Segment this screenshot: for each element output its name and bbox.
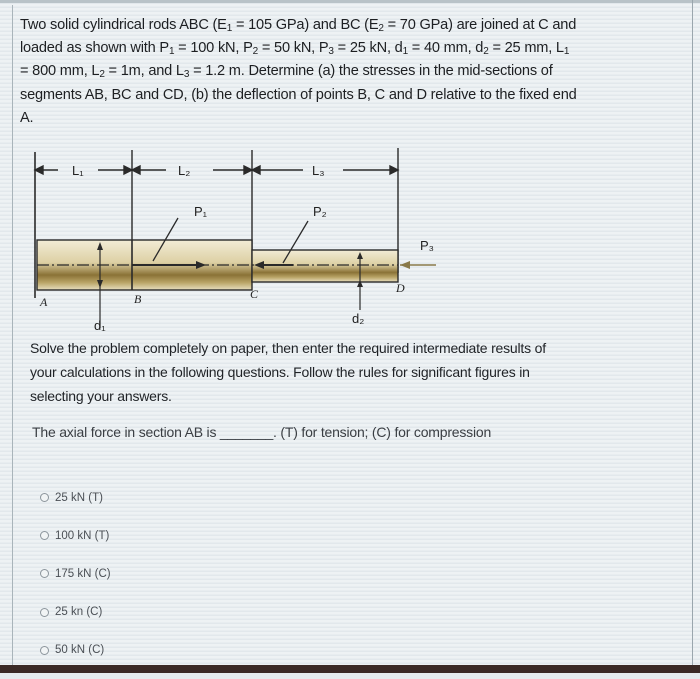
bottom-edge	[0, 665, 700, 673]
radio-button-icon[interactable]	[40, 646, 49, 655]
option-25kn-c[interactable]	[40, 603, 111, 622]
label-L2: L₂	[178, 163, 191, 178]
option-25kn-t[interactable]	[40, 488, 111, 507]
label-A: A	[40, 295, 48, 309]
option-50kn-c[interactable]	[40, 641, 111, 660]
radio-button-icon[interactable]	[40, 531, 49, 540]
label-L3: L₃	[312, 163, 325, 178]
left-border	[12, 5, 13, 665]
label-C: C	[250, 287, 259, 301]
label-D: D	[396, 281, 405, 295]
problem-line-3: = 800 mm, $L_2 = 1m$, and $L_3 = 1.2$ m. Determine (a) the stresses in the mid-sections of	[20, 63, 553, 81]
label-d1: d₁	[94, 318, 106, 333]
label-P2: P₂	[313, 204, 327, 219]
instructions-line-2: your calculations in the following questions. Follow the rules for significant figures in	[30, 364, 530, 380]
option-label: 175 kN (C)	[55, 567, 111, 580]
top-border	[0, 0, 700, 3]
instructions-line-1: Solve the problem completely on paper, then enter the required intermediate results of	[30, 340, 546, 356]
label-P1: P₁	[194, 204, 208, 219]
answer-options	[40, 488, 111, 679]
dimension-L2	[132, 166, 252, 174]
radio-button-icon[interactable]	[40, 569, 49, 578]
dimension-L3	[252, 166, 398, 174]
problem-line-2: loaded as shown with $P_1 = 100$ kN, $P_2 = 50$ kN, $P_3 = 25$ kN, $d_1 = 40$ mm, $d_2 = 25$ mm, $L_1$	[20, 40, 570, 58]
problem-line-4: segments AB, BC and CD, (b) the deflection of points B, C and D relative to the fixed end	[20, 86, 577, 103]
label-B: B	[134, 292, 142, 306]
option-label: 25 kn (C)	[55, 606, 103, 619]
radio-button-icon[interactable]	[40, 608, 49, 617]
label-d2: d₂	[352, 311, 365, 326]
problem-statement	[20, 14, 688, 130]
problem-line-5: A.	[20, 109, 34, 126]
label-L1: L₁	[72, 163, 84, 178]
option-label: 50 kN (C)	[55, 644, 105, 657]
option-175kn-c[interactable]	[40, 564, 111, 583]
problem-line-1: Two solid cylindrical rods ABC ($E_1 = 105$ GPa) and BC ($E_2 = 70$ GPa) are joined at C and	[20, 17, 577, 34]
rod-diagram	[28, 148, 448, 333]
question-text: The axial force in section AB is _______. (T) for tension; (C) for compression	[32, 424, 492, 440]
radio-button-icon[interactable]	[40, 493, 49, 502]
option-label: 25 kN (T)	[55, 491, 103, 504]
instructions-line-3: selecting your answers.	[30, 388, 172, 404]
option-label: 100 kN (T)	[55, 529, 110, 542]
label-P3: P₃	[420, 238, 434, 253]
right-border	[692, 0, 693, 665]
option-100kn-t[interactable]	[40, 526, 111, 545]
instructions	[30, 336, 680, 408]
